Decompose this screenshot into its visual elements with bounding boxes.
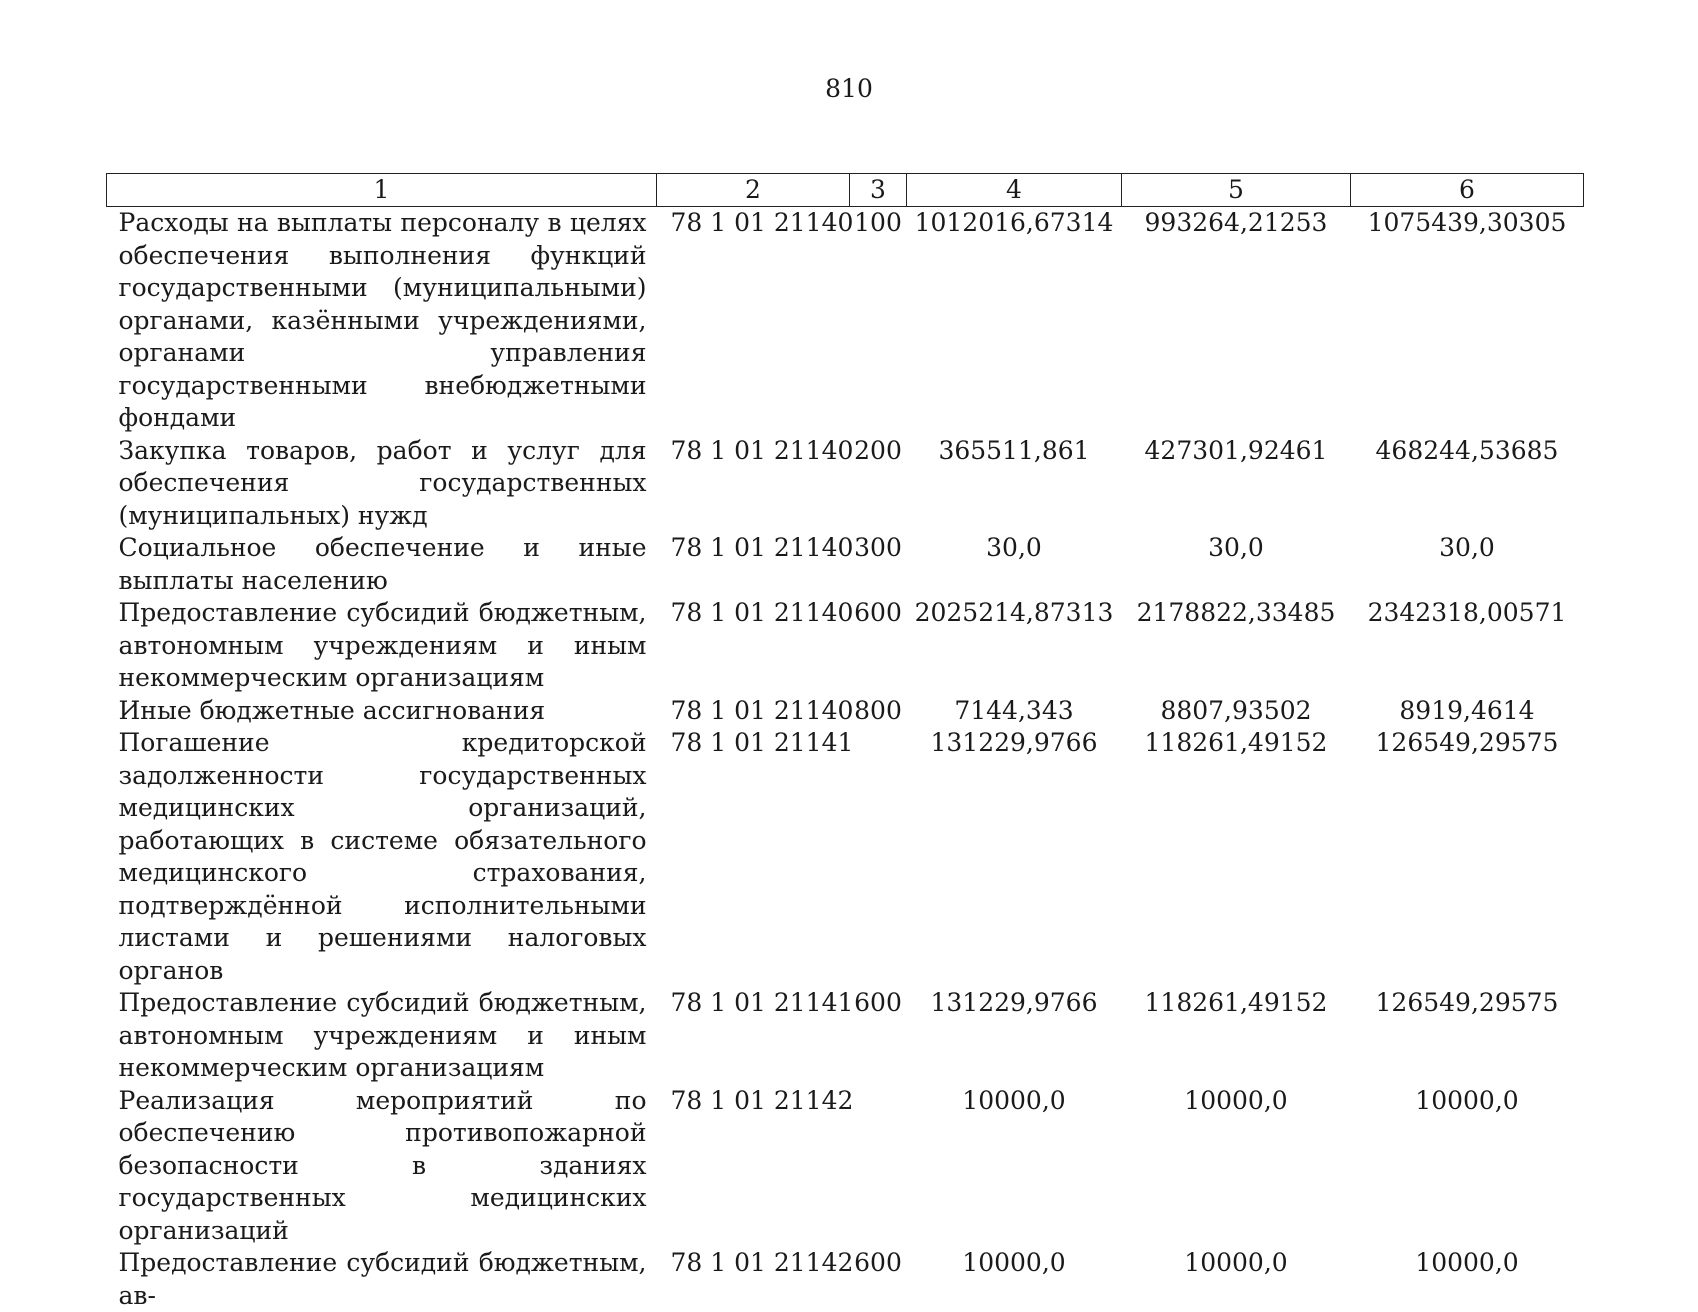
table-row	[107, 435, 1584, 533]
row-value-col4: 131229,9766	[930, 988, 1098, 1017]
row-target-code: 78 1 01 21140	[670, 208, 854, 237]
table-row	[107, 987, 1584, 1085]
row-expense-type: 800	[854, 695, 902, 725]
row-value-col5: 118261,49152	[1144, 728, 1328, 757]
row-value-col5: 427301,92461	[1144, 435, 1328, 465]
table-row	[107, 532, 1584, 597]
row-value-col6: 126549,29575	[1375, 728, 1559, 757]
row-value-col5: 10000,0	[1184, 1085, 1288, 1115]
column-header-4: 4	[907, 174, 1122, 207]
row-description: Расходы на выплаты персоналу в целях обеспечения выполнения функций государственными (муниципальными) органами, казёнными учреждениями, органами управления государственными внебюджетными фондами	[118, 208, 647, 432]
row-value-col5: 2178822,33485	[1136, 598, 1336, 627]
table-row	[107, 727, 1584, 987]
row-value-col6: 2342318,00571	[1367, 598, 1567, 627]
row-description: Предоставление субсидий бюджетным, автономным учреждениям и иным некоммерческим организациям	[118, 598, 647, 692]
row-value-col6: 30,0	[1439, 533, 1495, 562]
row-expense-type	[850, 1085, 907, 1248]
row-value-col4: 365511,861	[938, 435, 1090, 465]
row-expense-type: 600	[854, 988, 902, 1017]
row-expense-type: 300	[854, 533, 902, 562]
row-value-col6: 8919,4614	[1399, 695, 1535, 725]
row-value-col4: 7144,343	[954, 695, 1074, 725]
page-number: 810	[825, 74, 873, 103]
column-header-6: 6	[1351, 174, 1584, 207]
row-value-col4: 1012016,67314	[914, 208, 1114, 237]
row-value-col4: 131229,9766	[930, 728, 1098, 757]
row-target-code: 78 1 01 21142	[670, 1085, 854, 1115]
row-value-col5: 8807,93502	[1160, 695, 1312, 725]
table-row	[107, 207, 1584, 435]
row-value-col6: 126549,29575	[1375, 988, 1559, 1017]
table-row	[107, 1247, 1584, 1312]
column-header-3: 3	[850, 174, 907, 207]
table-row	[107, 1085, 1584, 1248]
row-target-code: 78 1 01 21142	[670, 1248, 854, 1277]
row-expense-type: 600	[854, 1248, 902, 1277]
row-value-col4: 10000,0	[962, 1248, 1066, 1277]
row-value-col6: 10000,0	[1415, 1248, 1519, 1277]
row-value-col6: 468244,53685	[1375, 435, 1559, 465]
row-description: Иные бюджетные ассигнования	[118, 695, 546, 725]
row-value-col6: 10000,0	[1415, 1085, 1519, 1115]
row-description: Реализация мероприятий по обеспечению противопожарной безопасности в зданиях государственных медицинских организаций	[118, 1085, 647, 1245]
row-value-col4: 2025214,87313	[914, 598, 1114, 627]
row-target-code: 78 1 01 21141	[670, 728, 854, 757]
row-expense-type: 200	[854, 435, 902, 465]
column-header-2: 2	[657, 174, 850, 207]
row-value-col5: 118261,49152	[1144, 988, 1328, 1017]
row-value-col5: 993264,21253	[1144, 208, 1328, 237]
row-value-col5: 30,0	[1208, 533, 1264, 562]
row-value-col4: 10000,0	[962, 1085, 1066, 1115]
row-target-code: 78 1 01 21140	[670, 435, 854, 465]
row-expense-type: 600	[854, 598, 902, 627]
row-target-code: 78 1 01 21140	[670, 695, 854, 725]
row-value-col5: 10000,0	[1184, 1248, 1288, 1277]
column-header-5: 5	[1122, 174, 1351, 207]
row-expense-type: 100	[854, 208, 902, 237]
budget-table	[106, 173, 1584, 1312]
row-value-col6: 1075439,30305	[1367, 208, 1567, 237]
table-row	[107, 597, 1584, 695]
row-target-code: 78 1 01 21141	[670, 988, 854, 1017]
row-value-col4: 30,0	[986, 533, 1042, 562]
row-description: Предоставление субсидий бюджетным, автономным учреждениям и иным некоммерческим организациям	[118, 988, 647, 1082]
table-row	[107, 695, 1584, 728]
row-description: Предоставление субсидий бюджетным, ав-	[118, 1248, 647, 1310]
row-expense-type	[850, 727, 907, 987]
row-description: Погашение кредиторской задолженности государственных медицинских организаций, работающих в системе обязательного медицинского страхования, подтверждённой исполнительными листами и решениями налоговых органов	[118, 728, 647, 985]
column-header-1: 1	[107, 174, 657, 207]
header-row	[107, 174, 1584, 207]
row-description: Закупка товаров, работ и услуг для обеспечения государственных (муниципальных) нужд	[118, 435, 647, 530]
row-description: Социальное обеспечение и иные выплаты населению	[118, 533, 647, 595]
row-target-code: 78 1 01 21140	[670, 533, 854, 562]
row-target-code: 78 1 01 21140	[670, 598, 854, 627]
